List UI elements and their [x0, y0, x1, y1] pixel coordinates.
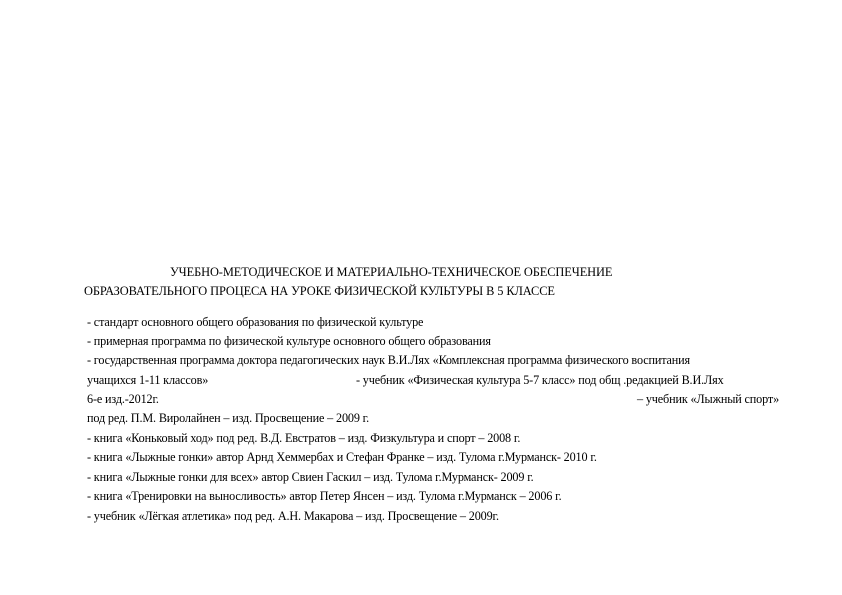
list-item-book-endurance: - книга «Тренировки на выносливость» автор Петер Янсен – изд. Тулома г.Мурманск – 2006 г.	[87, 489, 562, 503]
list-item-sample-program: - примерная программа по физической культуре основного общего образования	[87, 334, 491, 348]
heading-line-2: ОБРАЗОВАТЕЛЬНОГО ПРОЦЕСА НА УРОКЕ ФИЗИЧЕСКОЙ КУЛЬТУРЫ В 5 КЛАССЕ	[84, 284, 555, 298]
list-item-textbook-ski: – учебник «Лыжный спорт»	[637, 392, 780, 406]
list-item-state-program: - государственная программа доктора педагогических наук В.И.Лях «Комплексная программа физического воспитания	[87, 353, 690, 367]
heading-line-1: УЧЕБНО-МЕТОДИЧЕСКОЕ И МАТЕРИАЛЬНО-ТЕХНИЧЕСКОЕ ОБЕСПЕЧЕНИЕ	[170, 265, 613, 279]
list-item-state-program-cont: учащихся 1-11 классов»	[87, 373, 209, 387]
list-item-textbook-pe-edition: 6-е изд.-2012г.	[87, 392, 159, 406]
list-item-textbook-ski-cont: под ред. П.М. Виролайнен – изд. Просвещение – 2009 г.	[87, 411, 370, 425]
list-item-book-skating: - книга «Коньковый ход» под ред. В.Д. Евстратов – изд. Физкультура и спорт – 2008 г.	[87, 431, 521, 445]
list-item-book-ski-racing: - книга «Лыжные гонки» автор Арнд Хеммербах и Стефан Франке – изд. Тулома г.Мурманск- 2010 г.	[87, 450, 597, 464]
list-item-textbook-athletics: - учебник «Лёгкая атлетика» под ред. А.Н. Макарова – изд. Просвещение – 2009г.	[87, 509, 499, 523]
list-item-book-ski-racing-all: - книга «Лыжные гонки для всех» автор Свиен Гаскил – изд. Тулома г.Мурманск- 2009 г.	[87, 470, 534, 484]
list-item-textbook-pe: - учебник «Физическая культура 5-7 класс» под общ .редакцией В.И.Лях	[356, 373, 724, 387]
list-item-standard: - стандарт основного общего образования по физической культуре	[87, 315, 424, 329]
